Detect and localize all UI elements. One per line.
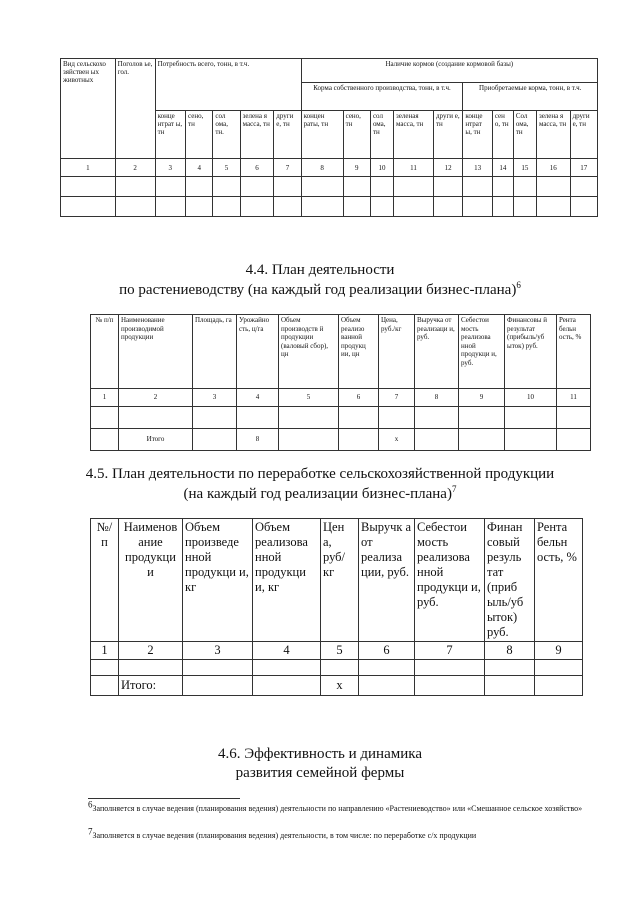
col-number: 7 [274,159,301,177]
col-number: 6 [339,389,379,407]
col-number: 1 [91,642,119,660]
col-number: 3 [155,159,185,177]
table-row [61,177,598,197]
sub-header: зелена я масса, тн [536,111,570,159]
footnote-7 [88,826,600,841]
header-area: Площадь, га [193,315,237,389]
footnote-6 [88,799,600,814]
col-number: 13 [463,159,492,177]
header-price: Цена, руб./кг [379,315,415,389]
col-number: 15 [513,159,536,177]
col-number: 1 [61,159,116,177]
livestock-feed-table [60,58,598,217]
total-price-cross: x [379,429,415,451]
column-number-row [61,159,598,177]
col-number: 12 [433,159,462,177]
col-number: 9 [535,642,583,660]
section-4-6-subtitle: развития семейной фермы [235,765,405,781]
col-number: 2 [119,389,193,407]
footnote-6-text: Заполняется в случае ведения (планирования ведения) деятельности по направлению «Растениеводство» или «Смешанное сельское хозяйство» [92,804,583,813]
col-number: 8 [415,389,459,407]
total-label: Итого: [119,676,183,696]
footnote-ref-6: 6 [516,280,521,290]
header-bought-feed: Приобретаемые корма, тонн, в т.ч. [463,83,598,111]
col-number: 7 [379,389,415,407]
sub-header: конце нтрат ы, тн [155,111,185,159]
sub-header: сол ома, тн. [213,111,240,159]
section-4-5-title: 4.5. План деятельности по переработке сельскохозяйственной продукции [85,466,555,482]
header-sold-volume: Объем реализо ванной продукц ии, цн [339,315,379,389]
sub-header: сен о, тн [492,111,513,159]
section-4-4-title: 4.4. План деятельности [245,262,395,278]
header-product-name: Наименование производимой продукции [119,315,193,389]
table-row [91,407,591,429]
col-number: 5 [321,642,359,660]
total-row [91,676,583,696]
sub-header: други е, тн [274,111,301,159]
header-own-feed: Корма собственного производства, тонн, в т.ч. [301,83,463,111]
table-row [91,660,583,676]
col-number: 4 [237,389,279,407]
column-number-row [91,389,591,407]
crop-production-table [90,314,591,451]
col-number: 1 [91,389,119,407]
header-number: № п/п [91,315,119,389]
col-number: 3 [183,642,253,660]
sub-header: Сол ома, тн [513,111,536,159]
header-profitability: Рента бельн ость, % [535,519,583,642]
header-number: №/ п [91,519,119,642]
sub-header: концен раты, тн [301,111,343,159]
footnote-ref-7: 7 [451,484,457,494]
header-sold-volume: Объем реализова нной продукци и, кг [253,519,321,642]
header-produced-volume: Объем произведе нной продукци и, кг [183,519,253,642]
header-gross-volume: Объем производств й продукции (валовый сбор), цн [279,315,339,389]
col-number: 9 [343,159,370,177]
sub-header: зелена я масса, тн [240,111,274,159]
sub-header: други е, тн [433,111,462,159]
col-number: 11 [557,389,591,407]
col-number: 4 [186,159,213,177]
header-revenue: Выручка от реализаци и, руб. [415,315,459,389]
section-4-4-subtitle-text: по растениеводству (на каждый год реализации бизнес-плана) [119,282,517,298]
col-number: 6 [359,642,415,660]
col-number: 8 [485,642,535,660]
processing-table [90,518,583,696]
header-revenue: Выручк а от реализа ции, руб. [359,519,415,642]
section-4-6-title: 4.6. Эффективность и динамика [218,746,422,762]
header-need-total: Потребность всего, тонн, в т.ч. [155,59,301,111]
col-number: 5 [279,389,339,407]
sub-header: зеленая масса, тн [394,111,434,159]
header-profitability: Рента бельн ость, % [557,315,591,389]
header-financial-result: Финансовы й результат (прибыль/уб ыток) руб. [505,315,557,389]
header-product-name: Наименов ание продукци и [119,519,183,642]
sub-header: конце нтрат ы, тн [463,111,492,159]
col-number: 5 [213,159,240,177]
header-cost: Себестои мость реализова нной продукци и, руб. [459,315,505,389]
section-4-5-subtitle [0,486,640,503]
sub-header: сено, тн [186,111,213,159]
col-number: 14 [492,159,513,177]
footnote-7-text: Заполняется в случае ведения (планирования ведения) деятельности, в том числе: по переработке с/х продукции [92,831,477,840]
col-number: 7 [415,642,485,660]
footnote-divider [88,798,240,799]
col-number: 8 [301,159,343,177]
col-number: 2 [119,642,183,660]
sub-header: сено, тн [343,111,370,159]
total-price-cross: x [321,676,359,696]
header-yield: Урожайно сть, ц/га [237,315,279,389]
col-number: 17 [570,159,597,177]
col-number: 2 [115,159,155,177]
total-row [91,429,591,451]
header-price: Цен а, руб/ кг [321,519,359,642]
col-number: 4 [253,642,321,660]
col-number: 6 [240,159,274,177]
footnote-7-mark: 7 [88,826,93,837]
sub-header: сол ома, тн [370,111,393,159]
header-headcount: Поголов ье, гол. [115,59,155,159]
col-number: 3 [193,389,237,407]
total-yield: 8 [237,429,279,451]
header-cost: Себестои мость реализова нной продукци и, руб. [415,519,485,642]
section-4-5-subtitle-text: (на каждый год реализации бизнес-плана) [183,486,452,502]
col-number: 11 [394,159,434,177]
col-number: 10 [505,389,557,407]
sub-header: други е, тн [570,111,597,159]
col-number: 9 [459,389,505,407]
total-label: Итого [119,429,193,451]
col-number: 16 [536,159,570,177]
table-row [61,197,598,217]
header-financial-result: Финан совый резуль тат (приб ыль/уб ыток) руб. [485,519,535,642]
header-feed-available: Наличие кормов (создание кормовой базы) [301,59,597,83]
footnote-6-mark: 6 [88,799,93,810]
header-animal-type: Вид сельскохо зяйствен ых животных [61,59,116,159]
column-number-row [91,642,583,660]
col-number: 10 [370,159,393,177]
section-4-4-subtitle [0,282,640,299]
